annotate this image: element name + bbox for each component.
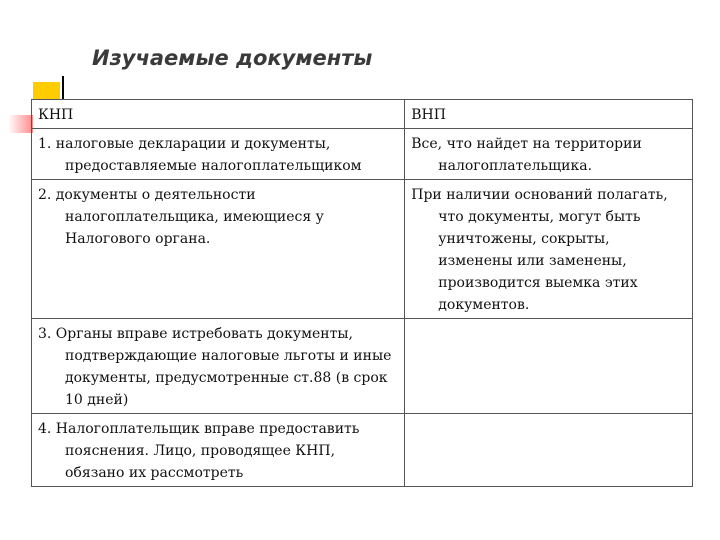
table-cell-knp [32,414,405,487]
table-header-row [32,100,693,129]
table-cell-knp [32,319,405,414]
table-row [32,180,693,319]
header-cell-knp [32,100,405,129]
header-cell-vnp [405,100,693,129]
cell-text: 3. Органы вправе истребовать документы, подтверждающие налоговые льготы и иные документы, предусмотренные ст.88 (в срок 10 дней) [38,326,392,408]
table-cell-knp [32,180,405,319]
cell-text: При наличии оснований полагать, что документы, могут быть уничтожены, сокрыты, изменены или заменены, производится выемка этих документов. [411,187,668,313]
cell-text: Все, что найдет на территории налогоплательщика. [411,136,642,174]
slide-title: Изучаемые документы [92,46,373,70]
decorative-pink-block [8,115,33,133]
table-cell-vnp [405,414,693,487]
table-cell-vnp [405,319,693,414]
table-cell-vnp [405,129,693,180]
table-cell-knp [32,129,405,180]
table-row [32,129,693,180]
table-row [32,414,693,487]
header-label-vnp: ВНП [411,107,446,123]
table-row [32,319,693,414]
cell-text: 1. налоговые декларации и документы, предоставляемые налогоплательщиком [38,136,362,174]
documents-table [31,99,693,487]
table-cell-vnp [405,180,693,319]
cell-text: 2. документы о деятельности налогоплательщика, имеющиеся у Налогового органа. [38,187,324,247]
header-label-knp: КНП [38,107,74,123]
decorative-yellow-block [33,82,60,100]
decorative-vertical-line [62,76,64,100]
cell-text: 4. Налогоплательщик вправе предоставить пояснения. Лицо, проводящее КНП, обязано их рассмотреть [38,421,360,481]
